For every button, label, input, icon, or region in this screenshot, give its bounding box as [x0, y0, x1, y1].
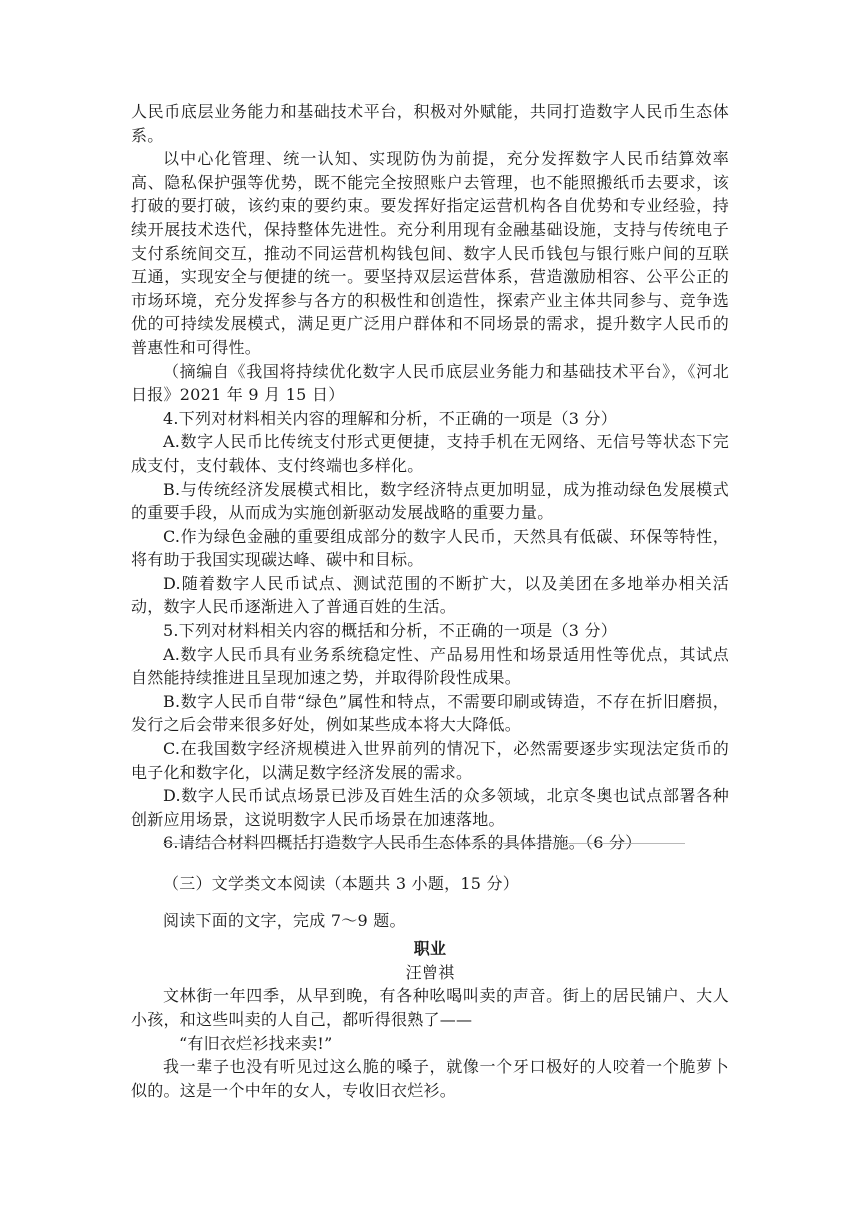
answer-option: A.数字人民币比传统支付形式更便捷，支持手机在无网络、无信号等状态下完成支付，支付载体、支付终端也多样化。: [131, 432, 729, 475]
question-stem: 5.下列对材料相关内容的概括和分析，不正确的一项是（3 分）: [163, 621, 618, 641]
answer-option: B.与传统经济发展模式相比，数字经济特点更加明显，成为推动绿色发展模式的重要手段，从而成为实施创新驱动发展战略的重要力量。: [131, 479, 729, 523]
passage-paragraph: 人民币底层业务能力和基础技术平台，积极对外赋能，共同打造数字人民币生态体系。: [131, 102, 729, 145]
reading-passage: [131, 100, 729, 855]
answer-option: D.数字人民币试点场景已涉及百姓生活的众多领域，北京冬奥也试点部署各种创新应用场景，这说明数字人民币场景在加速落地。: [131, 786, 729, 829]
source-citation: （摘编自《我国将持续优化数字人民币底层业务能力和基础技术平台》，《河北日报》2021 年 9 月 15 日）: [131, 361, 729, 405]
answer-option: D.随着数字人民币试点、测试范围的不断扩大，以及美团在多地举办相关活动，数字人民币逐渐进入了普通百姓的生活。: [131, 573, 729, 617]
section-instruction: 阅读下面的文字，完成 7～9 题。: [163, 910, 406, 930]
story-paragraph: 我一辈子也没有听见过这么脆的嗓子，就像一个牙口极好的人咬着一个脆萝卜似的。这是一个中年的女人，专收旧衣烂衫。: [131, 1057, 729, 1100]
answer-option: C.作为绿色金融的重要组成部分的数字人民币，天然具有低碳、环保等特性，将有助于我国实现碳达峰、碳中和目标。: [131, 526, 729, 570]
story-author: 汪曾祺: [405, 962, 455, 982]
literary-reading-section: [131, 872, 729, 1102]
answer-option: B.数字人民币自带“绿色”属性和特点，不需要印刷或铸造，不存在折旧磨损，发行之后会带来很多好处，例如某些成本将大大降低。: [131, 691, 729, 735]
story-paragraph: 文林街一年四季，从早到晚，有各种吆喝叫卖的声音。街上的居民铺户、大人小孩，和这些叫卖的人自己，都听得很熟了——: [131, 986, 729, 1029]
answer-option: C.在我国数字经济规模进入世界前列的情况下，必然需要逐步实现法定货币的电子化和数字化，以满足数字经济发展的需求。: [131, 739, 729, 782]
answer-line: [163, 843, 685, 844]
question-stem: 4.下列对材料相关内容的理解和分析，不正确的一项是（3 分）: [163, 408, 618, 428]
answer-option: A.数字人民币具有业务系统稳定性、产品易用性和场景适用性等优点，其试点自然能持续推进且呈现加速之势，并取得阶段性成果。: [131, 644, 729, 688]
passage-paragraph: 以中心化管理、统一认知、实现防伪为前提，充分发挥数字人民币结算效率高、隐私保护强等优势，既不能完全按照账户去管理，也不能照搬纸币去要求，该打破的要打破，该约束的要约束。要发挥好指定运营机构各自优势和专业经验，持续开展技术迭代，保持整体先进性。充分利用现有金融基础设施，支持与传统电子支付系统间交互，推动不同运营机构钱包间、数字人民币钱包与银行账户间的互联互通，实现安全与便捷的统一。要坚持双层运营体系，营造激励相容、公平公正的市场环境，充分发挥参与各方的积极性和创造性，探索产业主体共同参与、竞争选优的可持续发展模式，满足更广泛用户群体和不同场景的需求，提升数字人民币的普惠性和可得性。: [131, 149, 729, 357]
question-stem: 6.请结合材料四概括打造数字人民币生态体系的具体措施。（6 分）: [163, 833, 642, 853]
story-quote: “有旧衣烂衫找来卖!”: [179, 1033, 333, 1053]
section-heading: （三）文学类文本阅读（本题共 3 小题，15 分）: [163, 874, 520, 893]
story-title: 职业: [413, 939, 447, 959]
